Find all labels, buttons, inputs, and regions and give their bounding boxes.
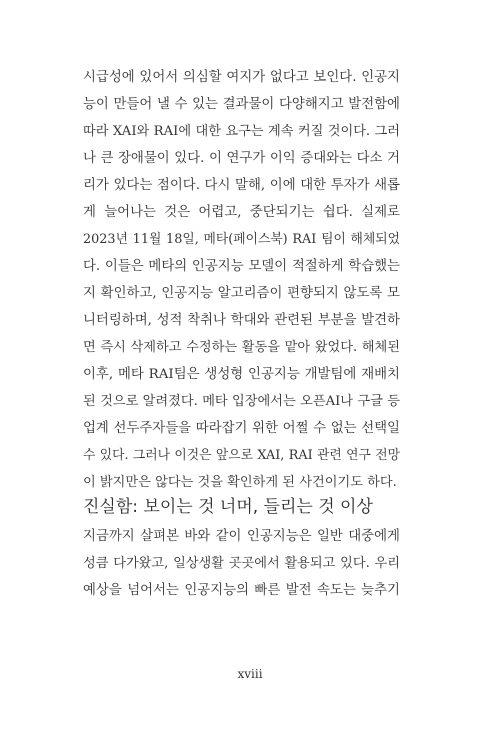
text-line: 된 것으로 알려졌다. 메타 입장에서는 오픈AI나 구글 등 [83, 394, 400, 409]
text-line: 게 늘어나는 것은 어렵고, 중단되기는 쉽다. 실제로 [83, 205, 400, 220]
text-line: 이 밝지만은 않다는 것을 확인하게 된 사건이기도 하다. [83, 475, 397, 490]
text-line: 능이 만들어 낼 수 있는 결과물이 다양해지고 발전함에 [83, 97, 400, 112]
text-line: 2023년 11월 18일, 메타(페이스북) RAI 팀이 해체되었 [83, 232, 400, 247]
text-line: 수 있다. 그러나 이것은 앞으로 XAI, RAI 관련 연구 전망 [83, 448, 400, 463]
text-line: 지금까지 살펴본 바와 같이 인공지능은 일반 대중에게 [83, 529, 400, 544]
text-line: 업계 선두주자들을 따라잡기 위한 어쩔 수 없는 선택일 [83, 421, 400, 436]
page-number: xviii [237, 667, 263, 681]
text-line: 따라 XAI와 RAI에 대한 요구는 계속 커질 것이다. 그러 [83, 124, 400, 139]
text-line: 지 확인하고, 인공지능 알고리즘이 편향되지 않도록 모 [83, 286, 400, 301]
text-line: 리가 있다는 점이다. 다시 말해, 이에 대한 투자가 새롭 [83, 178, 400, 193]
text-line: 니터링하며, 성적 착취나 학대와 관련된 부분을 발견하 [83, 313, 400, 328]
section-heading: 진실함: 보이는 것 너머, 들리는 것 이상 [83, 497, 373, 517]
text-line: 시급성에 있어서 의심할 여지가 없다고 보인다. 인공지 [83, 70, 400, 85]
text-line: 성큼 다가왔고, 일상생활 곳곳에서 활용되고 있다. 우리 [83, 556, 400, 571]
text-line: 예상을 넘어서는 인공지능의 빠른 발전 속도는 늦추기 [83, 583, 400, 598]
text-line: 나 큰 장애물이 있다. 이 연구가 이익 증대와는 다소 거 [83, 151, 400, 166]
text-line: 다. 이들은 메타의 인공지능 모델이 적절하게 학습했는 [83, 259, 400, 274]
text-line: 면 즉시 삭제하고 수정하는 활동을 맡아 왔었다. 해체된 [83, 340, 400, 355]
text-line: 이후, 메타 RAI팀은 생성형 인공지능 개발팀에 재배치 [83, 367, 400, 382]
